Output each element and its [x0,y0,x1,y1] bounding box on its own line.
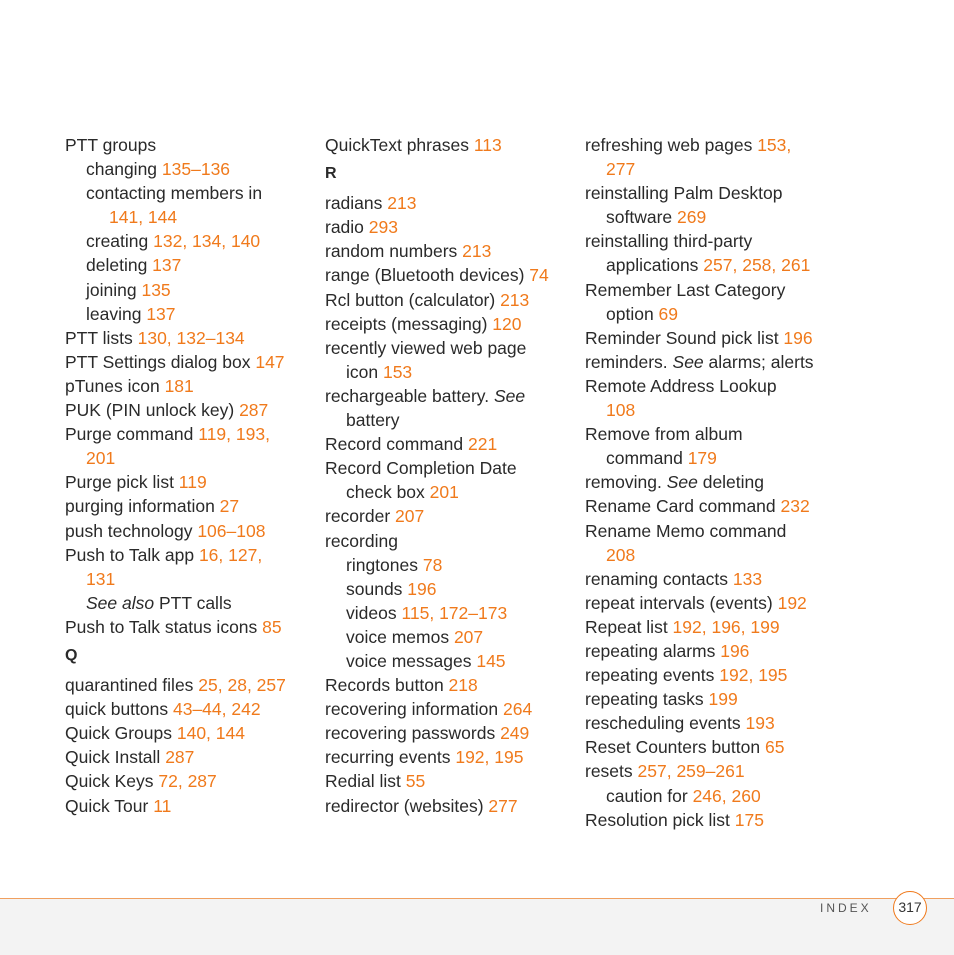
entry-text: deleting [86,255,153,276]
section-label: INDEX [820,901,872,915]
entry-text: voice memos [346,626,454,647]
page-reference[interactable]: 140, 144 [176,723,245,744]
entry-text: videos [346,602,402,623]
index-entry [325,577,575,601]
page-reference[interactable]: 201 [86,448,116,469]
index-entry [585,759,830,783]
index-entry [65,470,315,494]
page-reference[interactable]: 192, 195 [719,665,788,686]
page-reference[interactable]: 106–108 [197,520,266,541]
index-entry [325,456,575,480]
entry-text: rechargeable battery. [325,385,494,406]
page-reference[interactable]: 145 [476,650,506,671]
page-reference[interactable]: 218 [448,675,478,696]
index-entry [585,808,830,832]
entry-text: contacting members in [86,183,263,204]
page-reference[interactable]: 137 [146,303,176,324]
index-entry [585,711,830,735]
index-section-heading: Q [65,646,78,664]
index-entry [65,422,315,446]
index-entry [325,312,575,336]
index-entry [585,735,830,759]
page-reference[interactable]: 25, 28, 257 [198,675,286,696]
entry-text: creating [86,231,154,252]
index-entry [65,745,315,769]
entry-text: refreshing web pages [585,135,758,155]
page-reference[interactable]: 213 [462,241,492,262]
page-reference[interactable]: 27 [219,496,240,517]
index-entry [65,543,315,567]
entry-text: Purge pick list [65,472,179,493]
index-entry [325,529,575,553]
entry-text: Records button [325,675,449,696]
page-reference[interactable]: 181 [164,375,194,396]
see-also-text: See also [86,592,155,613]
index-entry [325,601,575,625]
page-reference[interactable]: 207 [453,626,484,647]
index-entry [585,591,830,615]
entry-text: Remember Last Category [585,279,786,300]
index-entry [65,181,315,205]
entry-text: Repeat list [585,616,673,637]
index-column-2 [325,133,575,818]
index-entry [65,721,315,745]
entry-text: redirector (websites) [325,795,489,816]
entry-text: PTT lists [65,327,138,348]
page-reference[interactable]: 213 [387,193,417,214]
index-entry [65,350,315,374]
index-entry [65,302,315,326]
index-entry [585,326,830,350]
page-reference[interactable]: 208 [606,544,636,565]
entry-text: reinstalling third-party [585,231,753,252]
page-reference[interactable]: 72, 287 [158,771,217,792]
index-entry [585,567,830,591]
page-reference[interactable]: 277 [488,795,518,816]
see-text: See [666,472,698,493]
page-reference[interactable]: 213 [500,289,530,310]
index-entry [585,470,830,494]
entry-text: changing [86,159,162,180]
entry-text: alarms; alerts [703,351,814,372]
entry-text: joining [86,279,142,300]
index-section-heading: R [325,165,337,183]
page-number: 317 [893,891,927,925]
index-entry [585,422,830,446]
page-reference[interactable]: 207 [395,506,425,527]
page-reference[interactable]: 16, 127, [198,544,263,565]
page-reference[interactable]: 246, 260 [692,785,761,806]
page-reference[interactable]: 196 [407,578,437,599]
entry-text: random numbers [325,241,463,262]
index-entry [65,615,315,639]
entry-text: resets [585,761,638,782]
page-reference[interactable]: 132, 134, 140 [153,231,261,252]
page-reference[interactable]: 147 [255,351,285,372]
page-reference[interactable]: 43–44, 242 [172,699,261,720]
page-reference[interactable]: 287 [239,400,269,421]
index-entry [65,278,315,302]
page-reference[interactable]: 175 [734,809,764,830]
page-reference[interactable]: 69 [658,303,679,324]
page-reference[interactable]: 153 [382,361,413,382]
index-entry [585,205,830,229]
entry-text: option [606,303,659,324]
index-entry [325,794,575,818]
entry-text: rescheduling events [585,713,746,734]
entry-text: radio [325,217,369,238]
page-reference[interactable]: 141, 144 [109,207,178,228]
index-entry [325,697,575,721]
index-entry [585,494,830,518]
page-reference[interactable]: 264 [503,699,533,720]
index-entry [585,543,830,567]
index-entry [325,673,575,697]
index-entry [65,157,315,181]
index-entry [65,326,315,350]
index-entry [585,784,830,808]
page-reference[interactable]: 137 [152,255,182,276]
page-reference[interactable]: 85 [262,616,282,637]
page-reference[interactable]: 78 [422,554,443,575]
page-reference[interactable]: 74 [529,265,549,286]
entry-text: recently viewed web page [325,337,527,358]
entry-text: repeat intervals (events) [585,592,778,613]
entry-text: renaming contacts [585,568,733,589]
page-reference[interactable]: 119, 193, [198,424,270,445]
index-entry [65,229,315,253]
index-entry [325,625,575,649]
page-reference[interactable]: 193 [745,713,775,734]
index-entry [325,504,575,528]
index-entry [65,205,315,229]
index-entry [65,374,315,398]
index-entry [325,191,575,215]
index-entry [585,446,830,470]
entry-text: repeating alarms [585,640,721,661]
entry-text: quarantined files [65,675,199,696]
entry-text: repeating tasks [585,689,709,710]
index-entry [65,591,315,615]
index-entry [325,769,575,793]
page-footer [0,898,954,955]
index-entry [65,494,315,518]
index-entry [65,253,315,277]
index-entry [585,398,830,422]
entry-text: ringtones [346,554,423,575]
entry-text: Push to Talk app [65,544,199,565]
page-reference[interactable]: 135–136 [161,159,231,180]
index-entry [325,288,575,312]
index-entry [65,519,315,543]
entry-text: PUK (PIN unlock key) [65,400,240,421]
entry-text: Redial list [325,771,406,792]
page-reference[interactable]: 249 [500,723,530,744]
entry-text: deleting [697,472,765,493]
page-reference[interactable]: 257, 258, 261 [703,255,811,276]
index-entry [585,181,830,205]
index-entry [325,432,575,456]
entry-text: PTT Settings dialog box [65,351,256,372]
page-reference[interactable]: 120 [492,313,522,334]
entry-text: PTT groups [65,135,157,155]
entry-text: caution for [606,785,693,806]
entry-text: Quick Keys [65,771,159,792]
index-entry [325,215,575,239]
entry-text: Resolution pick list [585,809,735,830]
entry-text: Record command [325,434,468,455]
page-reference[interactable]: 196 [720,640,750,661]
entry-text: reinstalling Palm Desktop [585,183,783,204]
entry-text: Rename Memo command [585,520,787,541]
entry-text: sounds [346,578,408,599]
entry-text: push technology [65,520,198,541]
entry-text: Quick Tour [65,795,154,816]
index-entry [585,229,830,253]
entry-text: battery [346,410,400,431]
page-reference[interactable]: 269 [677,207,707,228]
entry-text: Reset Counters button [585,737,765,758]
page-reference[interactable]: 192 [777,592,807,613]
page-reference[interactable]: 153, [757,135,792,155]
entry-text: Record Completion Date [325,458,517,479]
index-entry [325,360,575,384]
page-reference[interactable]: 277 [606,159,636,180]
entry-text: command [606,448,688,469]
entry-text: recovering information [325,699,503,720]
index-entry [585,302,830,326]
entry-text: recurring events [325,747,456,768]
page-reference[interactable]: 115, 172–173 [401,602,508,623]
index-entry [325,336,575,360]
index-entry [65,697,315,721]
index-entry [585,278,830,302]
entry-text: check box [346,482,430,503]
page-reference[interactable]: 196 [783,327,813,348]
index-entry [325,721,575,745]
index-column-1 [65,133,315,818]
index-column-3 [585,133,830,832]
entry-text: icon [346,361,383,382]
entry-text: Rcl button (calculator) [325,289,501,310]
entry-text: recording [325,530,398,551]
page-reference[interactable]: 179 [687,448,717,469]
entry-text: software [606,207,677,228]
entry-text: radians [325,193,388,214]
page-reference[interactable]: 199 [708,689,738,710]
entry-text: Purge command [65,424,199,445]
entry-text: quick buttons [65,699,173,720]
index-entry [65,398,315,422]
entry-text: voice messages [346,650,477,671]
entry-text: recovering passwords [325,723,501,744]
see-text: See [493,385,526,406]
page-reference[interactable]: 192, 196, 199 [672,616,780,637]
page-reference[interactable]: 221 [467,434,498,455]
entry-text: range (Bluetooth devices) [325,265,530,286]
index-entry [65,673,315,697]
page-reference[interactable]: 201 [429,482,459,503]
page-reference[interactable]: 135 [141,279,171,300]
index-entry [65,133,315,157]
entry-text: Quick Groups [65,723,177,744]
page-reference[interactable]: 65 [764,737,785,758]
index-entry [325,745,575,769]
entry-text: Remote Address Lookup [585,375,777,396]
entry-text: pTunes icon [65,375,165,396]
index-entry [585,639,830,663]
index-entry [65,567,315,591]
index-entry [585,133,830,157]
page-reference[interactable]: 257, 259–261 [637,761,745,782]
page-reference[interactable]: 11 [153,795,172,816]
index-entry [325,239,575,263]
index-entry [585,615,830,639]
entry-text: removing. [585,472,667,493]
index-entry [65,769,315,793]
page-reference[interactable]: 108 [606,400,636,421]
index-entry [585,253,830,277]
entry-text: applications [606,255,704,276]
index-entry [325,263,575,287]
index-entry [325,384,575,408]
entry-text: Quick Install [65,747,166,768]
index-entry [585,374,830,398]
index-entry [325,480,575,504]
page-reference[interactable]: 232 [780,496,810,517]
entry-text: Remove from album [585,424,743,445]
see-text: See [672,351,704,372]
index-entry [585,350,830,374]
entry-text: PTT calls [154,592,232,613]
index-entry [325,649,575,673]
page-reference[interactable]: 287 [165,747,195,768]
index-entry [325,408,575,432]
page-reference[interactable]: 192, 195 [455,747,524,768]
page-reference[interactable]: 130, 132–134 [137,327,245,348]
page-reference[interactable]: 119 [178,472,207,493]
index-entry [585,157,830,181]
page-reference[interactable]: 293 [368,217,398,238]
entry-text: QuickText phrases [325,135,474,155]
entry-text: Reminder Sound pick list [585,327,784,348]
index-entry [585,519,830,543]
entry-text: recorder [325,506,396,527]
page-reference[interactable]: 133 [732,568,763,589]
entry-text: leaving [86,303,147,324]
entry-text: reminders. [585,351,673,372]
index-entry [325,133,575,157]
index-entry [585,663,830,687]
index-entry [325,553,575,577]
entry-text: receipts (messaging) [325,313,493,334]
entry-text: Push to Talk status icons [65,616,263,637]
page-reference[interactable]: 131 [86,568,116,589]
page-reference[interactable]: 55 [405,771,426,792]
page-reference[interactable]: 113 [473,135,502,155]
entry-text: purging information [65,496,220,517]
index-entry [65,794,315,818]
entry-text: Rename Card command [585,496,781,517]
index-entry [585,687,830,711]
entry-text: repeating events [585,665,720,686]
index-entry [65,446,315,470]
